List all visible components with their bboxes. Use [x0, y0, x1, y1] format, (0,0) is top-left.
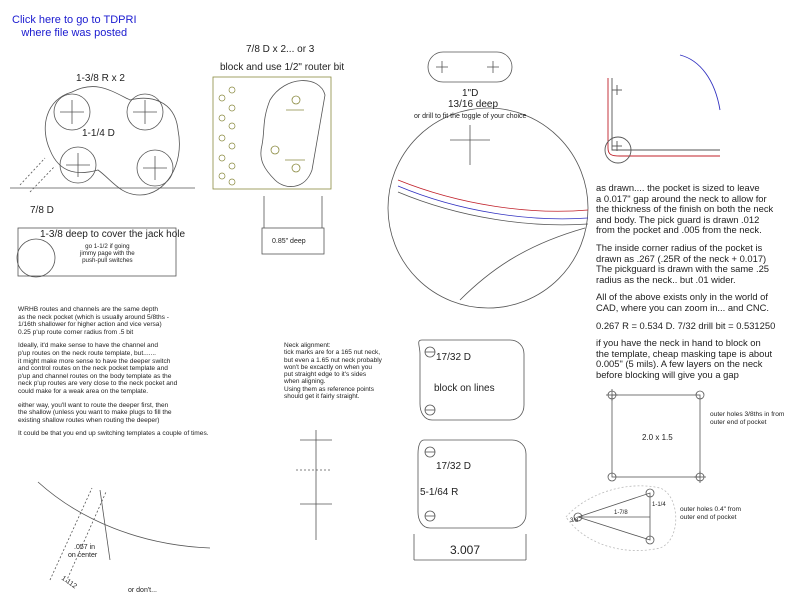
control-plate	[213, 77, 331, 189]
toggle-deep-label: 13/16 deep	[448, 99, 499, 110]
tdpri-link[interactable]	[12, 14, 137, 39]
switch-route-outline	[10, 87, 195, 195]
note-line: and control routes on the neck pocket template and	[18, 365, 168, 373]
note-line: put straight edge to it's sides	[284, 371, 367, 379]
note-line: if you have the neck in hand to block on	[596, 337, 761, 349]
note-line: It could be that you end up switching templates a couple of times.	[18, 430, 209, 438]
block-top-d: 17/32 D	[436, 352, 472, 363]
diameter-label: 1-1/4 D	[82, 128, 115, 139]
deep-label: 0.85" deep	[272, 238, 306, 245]
tdpri-link-line2[interactable]: where file was posted	[21, 26, 128, 39]
tri-note	[680, 506, 741, 521]
note-line: before blocking will give you a gap	[596, 368, 739, 380]
jimmy-note-line: jimmy page with the	[80, 250, 135, 258]
or-dont-note: or don't...	[128, 587, 157, 594]
note-line: p'up routes on the neck route template, but.......	[18, 349, 156, 357]
plate-subtitle: block and use 1/2" router bit	[220, 62, 345, 73]
note-line: when aligning.	[284, 378, 326, 386]
toggle-slot	[428, 52, 512, 82]
plate-screw-holes	[219, 87, 235, 185]
note-line: and body. The pick guard is drawn .012	[596, 213, 760, 225]
left-notes	[18, 306, 209, 438]
tri-label-c: 3/8	[570, 518, 579, 524]
block-radius: 5-1/64 R	[420, 487, 459, 498]
note-line: the shallow (unless you want to make plugs to fill the	[18, 409, 172, 417]
center-label-2: on center	[68, 552, 98, 559]
neck-alignment-line	[296, 430, 332, 540]
plate-title: 7/8 D x 2... or 3	[246, 44, 315, 55]
note-line: Ideally, it'd make sense to have the channel and	[18, 342, 159, 350]
jack-note: 1-3/8 deep to cover the jack hole	[40, 229, 186, 240]
note-line: outer holes 3/8ths in from	[710, 411, 785, 418]
bottom-left-arc	[38, 482, 210, 582]
rect-label: 2.0 x 1.5	[642, 433, 673, 442]
note-line: neck p'up routes are very close to the neck pocket and	[18, 380, 178, 388]
note-line: CAD, where you can zoom in... and CNC.	[596, 301, 769, 313]
note-line: tick marks are for a 165 nut neck,	[284, 349, 381, 357]
note-line: drawn as .267 (.25R of the neck + 0.017)	[596, 252, 767, 264]
note-line: existing shallow routes when routing the deeper)	[18, 416, 160, 424]
tdpri-link-line1[interactable]: Click here to go to TDPRI	[12, 14, 137, 26]
note-line: should get it fairly straight.	[284, 393, 360, 401]
jimmy-note-line: push-pull switches	[82, 257, 133, 265]
rect-note	[710, 411, 784, 426]
radius-label: 1-3/8 R x 2	[76, 73, 125, 84]
note-line: but even a 1.65 nut neck probably	[284, 356, 382, 364]
note-line: 1/16th shallower for higher action and vice versa)	[18, 321, 162, 329]
note-line: 0.267 R = 0.534 D. 7/32 drill bit = 0.531250	[596, 319, 776, 331]
jimmy-note	[80, 243, 135, 265]
note-line: won't be excactly on when you	[284, 363, 372, 371]
note-line: could make for a weak area on the template.	[18, 387, 149, 395]
tri-label-b: 1-7/8	[614, 510, 628, 516]
block-on-lines: block on lines	[434, 383, 495, 394]
block-templates	[414, 340, 526, 560]
neck-pocket-corner	[605, 55, 720, 163]
note-line: as the neck pocket (which is usually around 5/8ths -	[18, 313, 170, 321]
note-line: The inside corner radius of the pocket is	[596, 241, 763, 253]
note-line: outer end of pocket	[710, 418, 767, 426]
note-line: as drawn.... the pocket is sized to leave	[596, 182, 760, 193]
magnified-detail	[388, 108, 588, 308]
note-line: p'up and channel routes on the body template as the	[18, 372, 172, 380]
side-label: 7/8 D	[30, 205, 54, 216]
triangle-hole-pattern	[566, 486, 676, 551]
note-line: it might make more sense to have the deeper switch	[18, 357, 171, 365]
note-line: Using them as reference points	[284, 385, 374, 393]
note-line: 0.25 p'up route corner radius from .5 bit	[18, 328, 134, 336]
note-line: The pickguard is drawn with the same .25	[596, 263, 770, 275]
note-line: from the pocket and .005 from the neck.	[596, 224, 762, 236]
note-line: outer end of pocket	[680, 513, 737, 521]
jimmy-note-line: go 1-1/2 if going	[85, 243, 130, 250]
neck-alignment-note	[284, 342, 382, 400]
note-line: All of the above exists only in the world of	[596, 291, 768, 303]
angle-label: 1.112	[59, 574, 78, 591]
note-line: the template, cheap masking tape is about	[596, 347, 773, 359]
toggle-note: or drill to fit the toggle of your choice	[414, 113, 527, 120]
right-notes	[596, 183, 775, 381]
block-bottom-d: 17/32 D	[436, 461, 472, 472]
note-line: 0.005" (5 mils). A few layers on the neck	[596, 358, 763, 370]
note-line: either way, you'll want to route the deeper first, then	[18, 401, 169, 409]
tri-label-a: 1-1/4	[652, 502, 666, 508]
center-label: .057 in	[74, 544, 96, 551]
block-width: 3.007	[450, 543, 481, 557]
note-line: Neck alignment:	[284, 342, 331, 349]
note-line: WRHB routes and channels are the same depth	[18, 306, 159, 313]
note-line: a 0.017" gap around the neck to allow for	[596, 192, 767, 204]
toggle-d-label: 1"D	[462, 88, 479, 99]
note-line: radius as the neck.. but .01 wider.	[596, 273, 736, 285]
note-line: the thickness of the finish on both the neck	[596, 203, 774, 215]
note-line: outer holes 0.4" from	[680, 506, 741, 513]
